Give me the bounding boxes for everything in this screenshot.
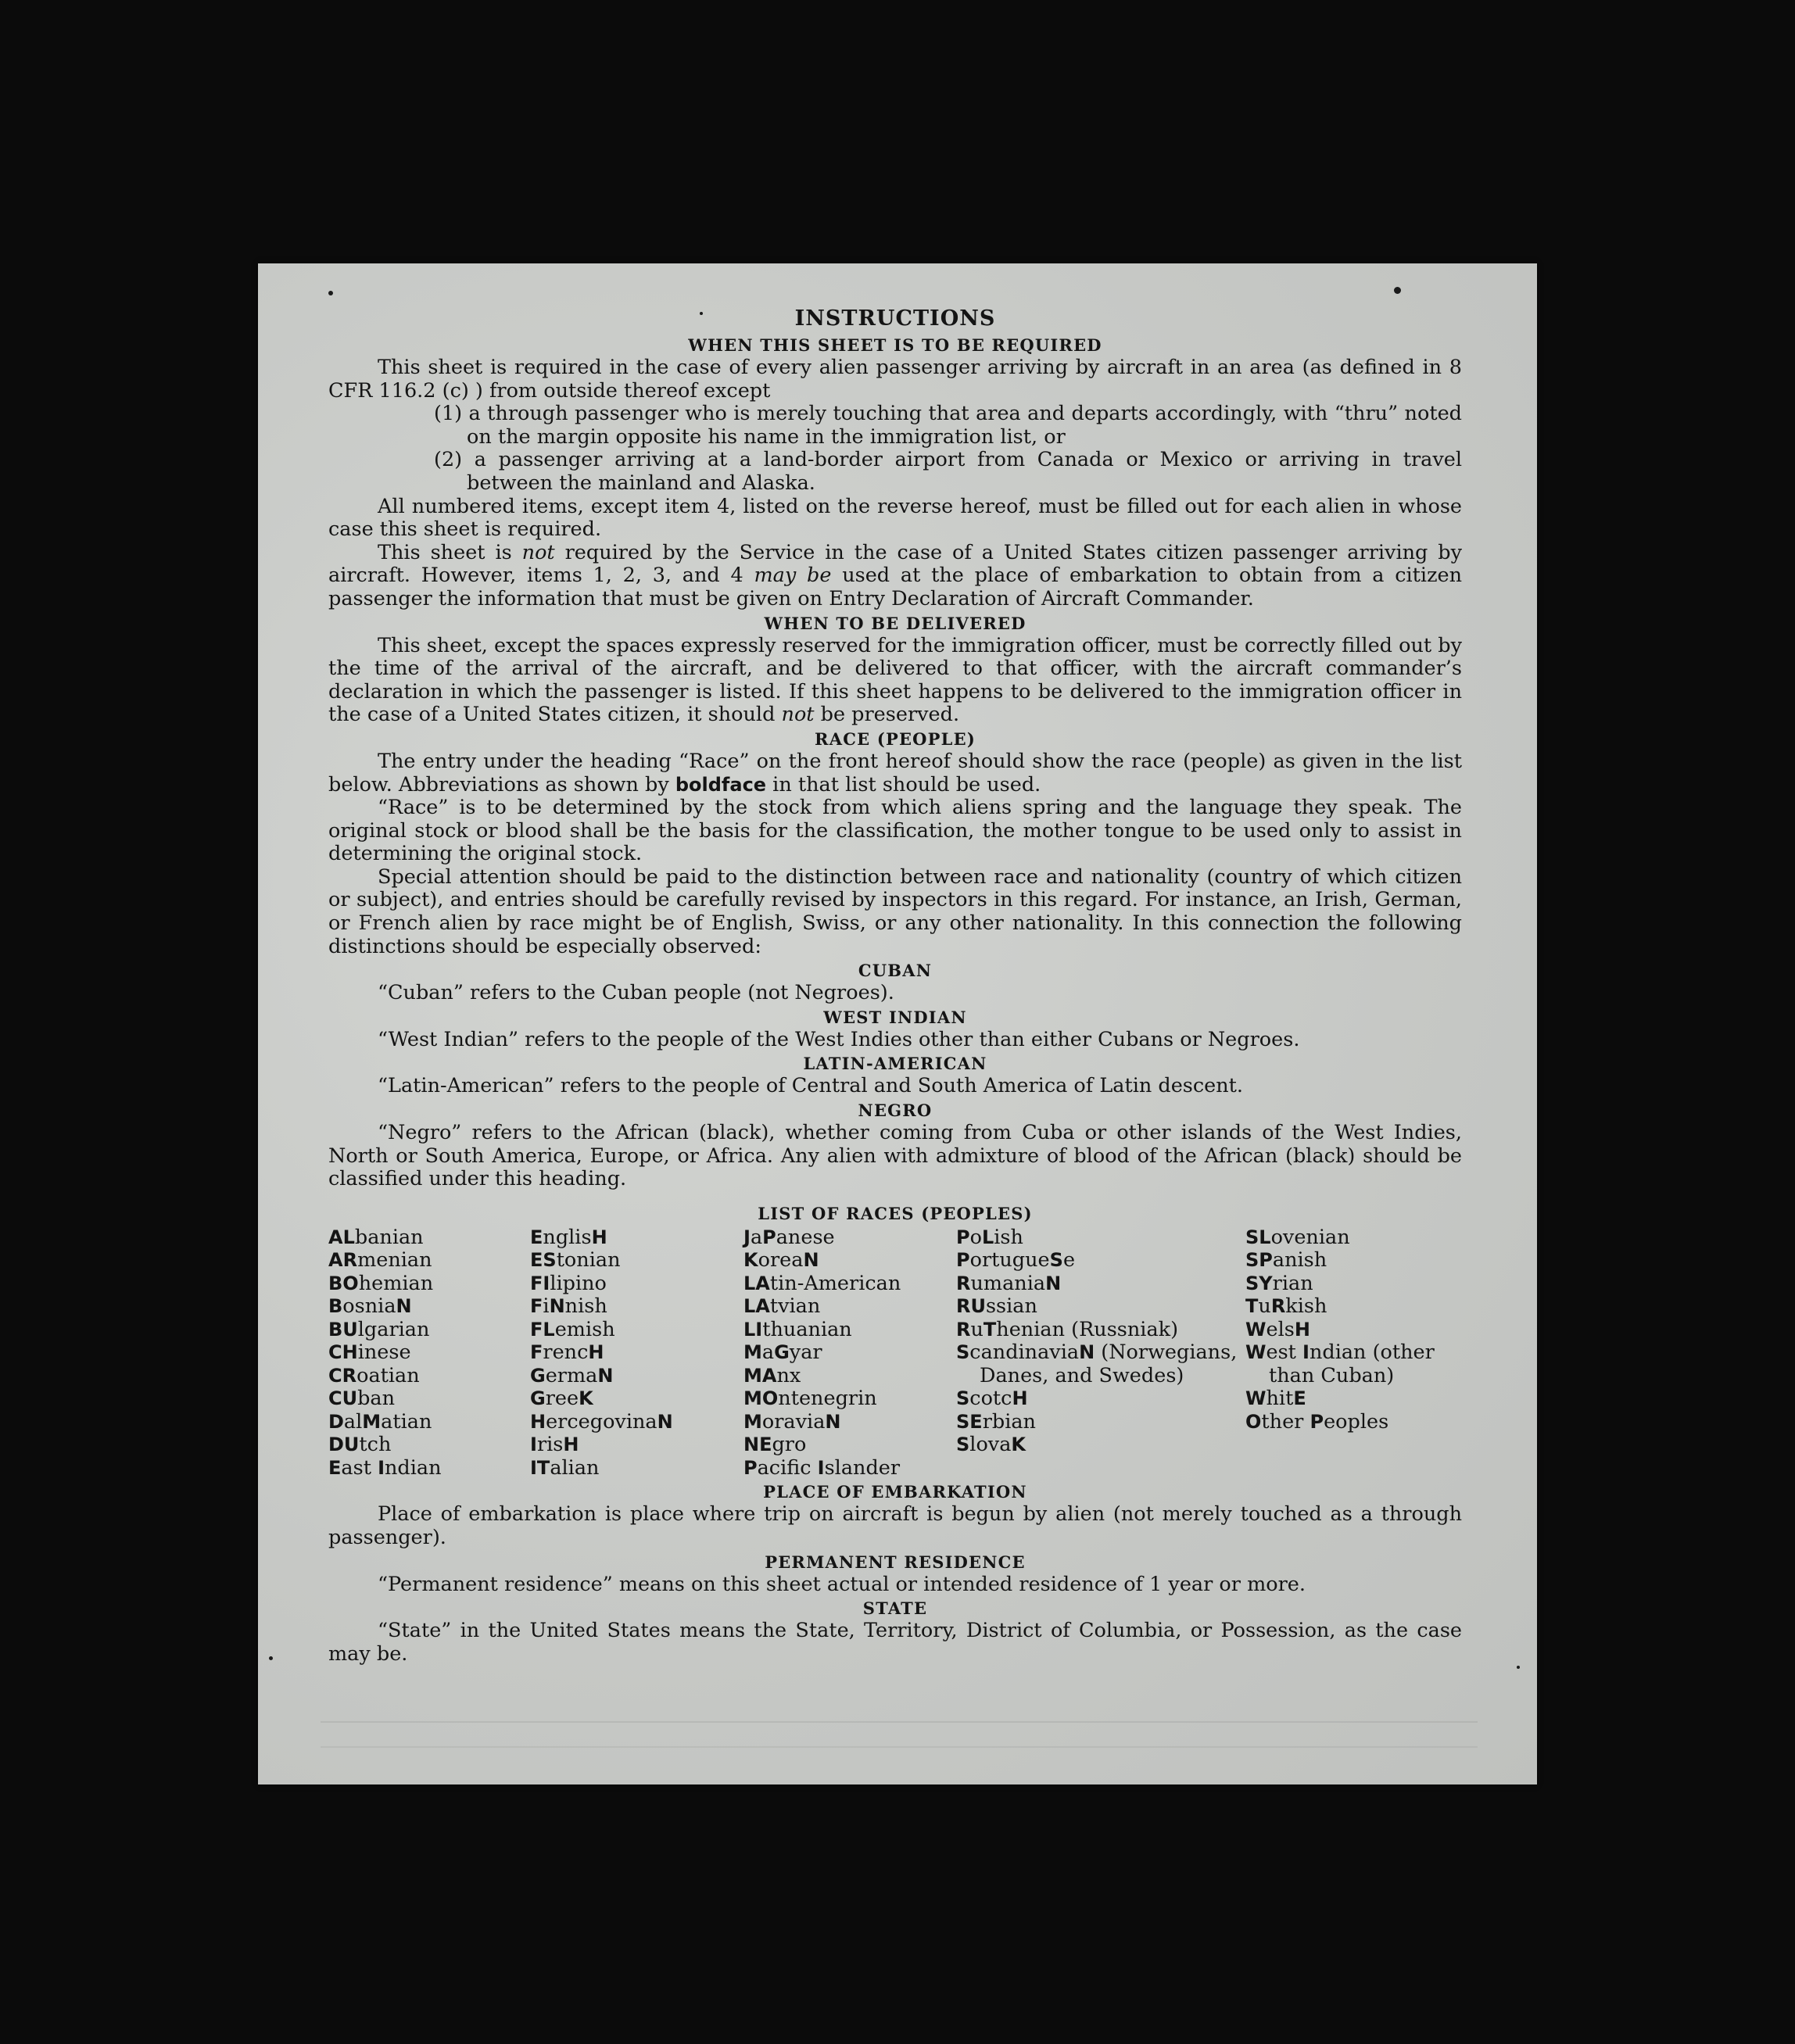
- paragraph-numbered-items: All numbered items, except item 4, listed on the reverse hereof, must be filled out for each alien in whose case this sheet is required.: [328, 494, 1462, 542]
- dust-speck: [1394, 287, 1401, 294]
- race-column: [328, 1226, 530, 1480]
- heading-permanent-residence: PERMANENT RESIDENCE: [765, 1552, 1026, 1572]
- race-entry: SYrian: [1245, 1271, 1313, 1295]
- heading-when-delivered: WHEN TO BE DELIVERED: [764, 613, 1026, 633]
- race-entry: MAnx: [743, 1363, 801, 1387]
- race-column: [1245, 1226, 1462, 1480]
- race-entry: BOhemian: [328, 1271, 434, 1295]
- race-entry: SPanish: [1245, 1248, 1327, 1273]
- heading-place-of-embarkation: PLACE OF EMBARKATION: [763, 1482, 1027, 1502]
- race-entry: IrisH: [530, 1433, 579, 1457]
- heading-list-of-races: LIST OF RACES (PEOPLES): [758, 1203, 1033, 1223]
- race-entry: RUssian: [956, 1294, 1037, 1319]
- race-column: [530, 1226, 743, 1480]
- heading-latin-american: LATIN-AMERICAN: [803, 1054, 987, 1074]
- heading-west-indian: WEST INDIAN: [823, 1007, 967, 1027]
- race-entry: BUlgarian: [328, 1317, 430, 1341]
- race-entry: WhitE: [1245, 1387, 1306, 1411]
- document-sheet: [258, 263, 1537, 1784]
- race-entry: MoraviaN: [743, 1409, 841, 1434]
- race-entry: Pacific Islander: [743, 1455, 901, 1480]
- dust-speck: [1517, 1666, 1520, 1669]
- race-entry: LAtvian: [743, 1294, 821, 1319]
- paragraph-race-nationality: Special attention should be paid to the distinction between race and nationality (country of which citizen or subject), and entries should be carefully revised by inspectors in this regard. For instance, an Irish, German, or French alien by race might be of English, Swiss, or any other nationality. In this connection the following distinctions should be especially observed:: [328, 864, 1462, 958]
- race-entry: KoreaN: [743, 1248, 819, 1273]
- paragraph-west-indian: “West Indian” refers to the people of the West Indies other than either Cubans or Negroes.: [378, 1027, 1300, 1051]
- race-entry: RumaniaN: [956, 1271, 1062, 1295]
- bleed-through-footnote: [321, 1721, 1478, 1748]
- race-entry: MaGyar: [743, 1341, 822, 1365]
- paragraph-state: “State” in the United States means the State, Territory, District of Columbia, or Possession, as the case may be.: [328, 1619, 1462, 1666]
- heading-negro: NEGRO: [858, 1101, 933, 1121]
- race-entry: BosniaN: [328, 1294, 412, 1319]
- race-entry: FrencH: [530, 1341, 604, 1365]
- heading-race: RACE (PEOPLE): [815, 728, 976, 749]
- race-entry: JaPanese: [743, 1225, 835, 1249]
- paragraph-citizen-passenger: This sheet is not required by the Service in the case of a United States citizen passenger arriving by aircraft. However, items 1, 2, 3, and 4 may be used at the place of embarkation to obtain from a citizen passenger the information that must be given on Entry Declaration of Aircraft Commander.: [328, 540, 1463, 610]
- list-of-races: [328, 1226, 1462, 1480]
- paragraph-race-stock: “Race” is to be determined by the stock from which aliens spring and the language they speak. The original stock or blood shall be the basis for the classification, the mother tongue to be used only to assist in determining the original stock.: [328, 796, 1462, 866]
- race-entry: EnglisH: [530, 1225, 607, 1249]
- race-entry: FIlipino: [530, 1271, 607, 1295]
- race-entry: SLovenian: [1245, 1225, 1350, 1249]
- race-column: [743, 1226, 956, 1480]
- heading-state: STATE: [862, 1598, 928, 1619]
- race-entry: West Indian (other than Cuban): [1245, 1341, 1435, 1387]
- race-entry: EStonian: [530, 1248, 621, 1273]
- race-entry: TuRkish: [1245, 1294, 1327, 1319]
- race-entry: LAtin-American: [743, 1271, 901, 1295]
- race-entry: WelsH: [1245, 1317, 1310, 1341]
- dust-speck: [328, 291, 333, 295]
- exception-item-1: (1) a through passenger who is merely touching that area and departs accordingly, with “thru” noted on the margin opposite his name in the immigration list, or: [434, 402, 1462, 449]
- race-entry: CRoatian: [328, 1363, 420, 1387]
- race-entry: LIthuanian: [743, 1317, 852, 1341]
- race-entry: GreeK: [530, 1387, 593, 1411]
- race-entry: PoLish: [956, 1225, 1023, 1249]
- race-entry: ITalian: [530, 1455, 600, 1480]
- paragraph-race-entry: The entry under the heading “Race” on the front hereof should show the race (people) as given in the list below. Abbreviations as shown by boldface in that list should be used.: [328, 749, 1462, 796]
- race-entry: ALbanian: [328, 1225, 424, 1249]
- race-entry: ARmenian: [328, 1248, 432, 1273]
- document-title: INSTRUCTIONS: [794, 306, 996, 331]
- exception-item-2: (2) a passenger arriving at a land-border airport from Canada or Mexico or arriving in travel between the mainland and Alaska.: [434, 448, 1462, 495]
- race-entry: ScotcH: [956, 1387, 1028, 1411]
- race-entry: RuThenian (Russniak): [956, 1317, 1179, 1341]
- paragraph-negro: “Negro” refers to the African (black), whether coming from Cuba or other islands of the West Indies, North or South America, Europe, or Africa. Any alien with admixture of blood of the African (black) should be classified under this heading.: [328, 1121, 1462, 1191]
- race-entry: HercegovinaN: [530, 1409, 673, 1434]
- heading-cuban: CUBAN: [858, 961, 933, 981]
- paragraph-when-required-intro: This sheet is required in the case of every alien passenger arriving by aircraft in an area (as defined in 8 CFR 116.2 (c) ) from outside thereof except: [328, 356, 1462, 403]
- race-entry: SlovaK: [956, 1433, 1026, 1457]
- race-entry: FiNnish: [530, 1294, 607, 1319]
- race-entry: NEgro: [743, 1433, 807, 1457]
- instructions-content: [328, 307, 1462, 1666]
- race-entry: PortugueSe: [956, 1248, 1076, 1273]
- paragraph-place-of-embarkation: Place of embarkation is place where trip on aircraft is begun by alien (not merely touched as a through passenger).: [328, 1502, 1462, 1549]
- race-entry: SErbian: [956, 1409, 1036, 1434]
- race-entry: DalMatian: [328, 1409, 432, 1434]
- race-entry: CHinese: [328, 1341, 411, 1365]
- race-entry: FLemish: [530, 1317, 615, 1341]
- paragraph-latin-american: “Latin-American” refers to the people of Central and South America of Latin descent.: [378, 1074, 1244, 1098]
- dust-speck: [269, 1656, 273, 1660]
- race-column: [956, 1226, 1245, 1480]
- race-entry: DUtch: [328, 1433, 392, 1457]
- paragraph-when-delivered: This sheet, except the spaces expressly reserved for the immigration officer, must be correctly filled out by the time of the arrival of the aircraft, and be delivered to that officer, with the aircraft commander’s declaration in which the passenger is listed. If this sheet happens to be delivered to the immigration officer in the case of a United States citizen, it should not be preserved.: [328, 633, 1462, 727]
- heading-when-required: WHEN THIS SHEET IS TO BE REQUIRED: [688, 335, 1102, 355]
- race-entry: Other Peoples: [1245, 1409, 1389, 1434]
- race-entry: ScandinaviaN (Norwegians, Danes, and Swedes): [956, 1341, 1238, 1387]
- race-entry: MOntenegrin: [743, 1387, 877, 1411]
- paragraph-permanent-residence: “Permanent residence” means on this sheet actual or intended residence of 1 year or more.: [378, 1572, 1306, 1596]
- race-entry: GermaN: [530, 1363, 614, 1387]
- race-entry: CUban: [328, 1387, 396, 1411]
- paragraph-cuban: “Cuban” refers to the Cuban people (not Negroes).: [378, 981, 894, 1005]
- race-entry: East Indian: [328, 1455, 442, 1480]
